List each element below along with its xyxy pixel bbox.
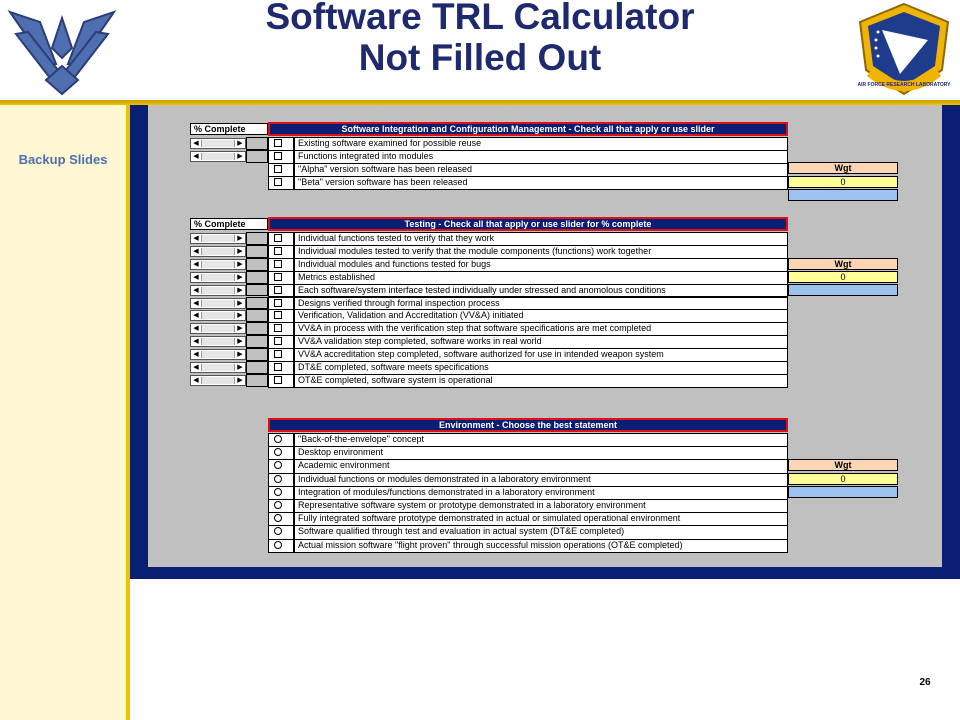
section2-row-label: Individual modules tested to verify that the module components (functions) work together [294, 245, 788, 259]
s2-wgt-total [788, 284, 898, 296]
slider-left-arrow-icon[interactable]: ◀ [193, 235, 199, 242]
slider-right-arrow-icon[interactable]: ▶ [237, 338, 243, 346]
checkbox[interactable] [274, 152, 282, 160]
section2-slider[interactable] [190, 246, 246, 257]
section2-row-label: VV&A validation step completed, software works in real world [294, 335, 788, 349]
section1-row-label: "Beta" version software has been released [294, 176, 788, 190]
slider-right-arrow-icon[interactable]: ▶ [237, 235, 243, 242]
slider-track[interactable] [201, 153, 235, 160]
s1-wgt-total [788, 189, 898, 201]
slider-left-arrow-icon[interactable]: ◀ [193, 338, 199, 346]
checkbox[interactable] [274, 324, 282, 332]
checkbox[interactable] [274, 299, 282, 307]
s3-wgt-label: Wgt [788, 459, 898, 471]
section1-check-cell [268, 163, 294, 177]
section2-slider[interactable] [190, 272, 246, 283]
section2-pct-cell [246, 284, 268, 297]
section3-check-cell [268, 459, 294, 473]
section3-row-label: Actual mission software "flight proven" through successful mission operations (OT&E completed) [294, 539, 788, 553]
slider-left-arrow-icon[interactable]: ◀ [193, 140, 199, 147]
section2-slider[interactable] [190, 362, 246, 373]
radio-button[interactable] [274, 435, 282, 443]
section2-row-label: Verification, Validation and Accreditation (VV&A) initiated [294, 309, 788, 323]
slider-right-arrow-icon[interactable]: ▶ [237, 299, 243, 307]
section2-check-cell [268, 322, 294, 336]
section1-slider[interactable] [190, 138, 246, 149]
section2-row-label: VV&A in process with the verification step that software specifications are met completed [294, 322, 788, 336]
section3-check-cell [268, 512, 294, 526]
s3-header: Environment - Choose the best statement [268, 418, 788, 432]
section2-pct-cell [246, 361, 268, 374]
usaf-wings-logo [6, 4, 118, 101]
section3-check-cell [268, 446, 294, 460]
section2-pct-cell [246, 258, 268, 271]
section2-pct-cell [246, 335, 268, 348]
slider-right-arrow-icon[interactable]: ▶ [237, 376, 243, 384]
section2-pct-cell [246, 374, 268, 387]
section3-row-label: Representative software system or prototype demonstrated in a laboratory environment [294, 499, 788, 513]
checkbox[interactable] [274, 363, 282, 371]
radio-button[interactable] [274, 514, 282, 522]
section3-check-cell [268, 525, 294, 539]
section2-check-cell [268, 284, 294, 298]
section3-check-cell [268, 539, 294, 553]
section2-check-cell [268, 258, 294, 272]
section3-row-label: Fully integrated software prototype demonstrated in actual or simulated operational environment [294, 512, 788, 526]
section2-pct-cell [246, 232, 268, 245]
section2-pct-cell [246, 309, 268, 322]
slider-right-arrow-icon[interactable]: ▶ [237, 312, 243, 320]
slider-left-arrow-icon[interactable]: ◀ [193, 325, 199, 333]
section3-row-label: Academic environment [294, 459, 788, 473]
section2-pct-cell [246, 322, 268, 335]
section1-pct-cell [246, 150, 268, 163]
section2-slider[interactable] [190, 310, 246, 321]
sidebar [0, 105, 126, 720]
slider-right-arrow-icon[interactable]: ▶ [237, 153, 243, 160]
section2-pct-cell [246, 245, 268, 258]
slider-track[interactable] [201, 364, 235, 371]
section2-check-cell [268, 271, 294, 285]
radio-button[interactable] [274, 475, 282, 483]
slider-left-arrow-icon[interactable]: ◀ [193, 260, 199, 268]
radio-button[interactable] [274, 448, 282, 456]
slider-left-arrow-icon[interactable]: ◀ [193, 299, 199, 307]
slider-left-arrow-icon[interactable]: ◀ [193, 273, 199, 281]
section1-check-cell [268, 176, 294, 190]
s1-pct-complete-header: % Complete [190, 123, 268, 135]
section2-check-cell [268, 232, 294, 246]
checkbox[interactable] [274, 273, 282, 281]
section2-row-label: OT&E completed, software system is operational [294, 374, 788, 388]
section2-pct-cell [246, 348, 268, 361]
slider-right-arrow-icon[interactable]: ▶ [237, 260, 243, 268]
slider-track[interactable] [201, 338, 235, 345]
section2-row-label: Metrics established [294, 271, 788, 285]
section2-pct-cell [246, 297, 268, 310]
section2-slider[interactable] [190, 375, 246, 386]
slider-right-arrow-icon[interactable]: ▶ [237, 247, 243, 255]
slider-track[interactable] [201, 235, 235, 242]
section1-row-label: Existing software examined for possible reuse [294, 137, 788, 151]
radio-button[interactable] [274, 461, 282, 469]
slider-left-arrow-icon[interactable]: ◀ [193, 351, 199, 359]
section1-pct-cell [246, 137, 268, 150]
section3-check-cell [268, 499, 294, 513]
radio-button[interactable] [274, 488, 282, 496]
section1-row-label: "Alpha" version software has been released [294, 163, 788, 177]
section2-pct-cell [246, 271, 268, 284]
checkbox[interactable] [274, 247, 282, 255]
section2-row-label: Individual modules and functions tested for bugs [294, 258, 788, 272]
title-line-1: Software TRL Calculator [265, 0, 695, 37]
section3-check-cell [268, 486, 294, 500]
section3-row-label: Integration of modules/functions demonstrated in a laboratory environment [294, 486, 788, 500]
section2-slider[interactable] [190, 259, 246, 270]
section3-row-label: Individual functions or modules demonstrated in a laboratory environment [294, 473, 788, 487]
title-line-2: Not Filled Out [358, 37, 602, 78]
section3-row-label: Desktop environment [294, 446, 788, 460]
section2-slider[interactable] [190, 323, 246, 334]
s1-header: Software Integration and Configuration Management - Check all that apply or use slider [268, 122, 788, 136]
slider-left-arrow-icon[interactable]: ◀ [193, 364, 199, 371]
section1-check-cell [268, 137, 294, 151]
afrl-logo-text: AIR FORCE RESEARCH LABORATORY [857, 82, 951, 88]
s2-header: Testing - Check all that apply or use slider for % complete [268, 217, 788, 231]
slider-track[interactable] [201, 325, 235, 332]
slider-left-arrow-icon[interactable]: ◀ [193, 247, 199, 255]
checkbox[interactable] [274, 178, 282, 186]
slider-left-arrow-icon[interactable]: ◀ [193, 153, 199, 160]
section3-check-cell [268, 473, 294, 487]
section2-check-cell [268, 361, 294, 375]
checkbox[interactable] [274, 260, 282, 268]
s2-pct-complete-header: % Complete [190, 218, 268, 230]
slider-track[interactable] [201, 248, 235, 255]
section2-check-cell [268, 374, 294, 388]
section2-check-cell [268, 245, 294, 259]
checkbox[interactable] [274, 165, 282, 173]
section3-row-label: "Back-of-the-envelope" concept [294, 433, 788, 447]
section2-row-label: VV&A accreditation step completed, software authorized for use in intended weapon system [294, 348, 788, 362]
checkbox[interactable] [274, 350, 282, 358]
slider-track[interactable] [201, 351, 235, 358]
section2-row-label: Individual functions tested to verify that they work [294, 232, 788, 246]
section2-row-label: DT&E completed, software meets specifications [294, 361, 788, 375]
slider-track[interactable] [201, 300, 235, 307]
section2-check-cell [268, 348, 294, 362]
s1-wgt-value: 0 [788, 176, 898, 188]
checkbox[interactable] [274, 286, 282, 294]
radio-button[interactable] [274, 541, 282, 549]
slider-left-arrow-icon[interactable]: ◀ [193, 312, 199, 320]
section2-check-cell [268, 297, 294, 311]
slider-track[interactable] [201, 287, 235, 294]
checkbox[interactable] [274, 234, 282, 242]
slider-right-arrow-icon[interactable]: ▶ [237, 325, 243, 333]
section2-row-label: Each software/system interface tested individually under stressed and anomolous conditions [294, 284, 788, 298]
radio-button[interactable] [274, 501, 282, 509]
section2-slider[interactable] [190, 336, 246, 347]
slider-track[interactable] [201, 274, 235, 281]
section2-slider[interactable] [190, 298, 246, 309]
slider-track[interactable] [201, 140, 235, 147]
checkbox[interactable] [274, 337, 282, 345]
s2-wgt-label: Wgt [788, 258, 898, 270]
section2-check-cell [268, 335, 294, 349]
section1-check-cell [268, 150, 294, 164]
page-number: 26 [919, 677, 931, 688]
section1-slider[interactable] [190, 151, 246, 162]
section2-check-cell [268, 309, 294, 323]
s3-wgt-value: 0 [788, 473, 898, 485]
checkbox[interactable] [274, 311, 282, 319]
slider-left-arrow-icon[interactable]: ◀ [193, 286, 199, 294]
s2-wgt-value: 0 [788, 271, 898, 283]
radio-button[interactable] [274, 527, 282, 535]
slider-right-arrow-icon[interactable]: ▶ [237, 364, 243, 371]
section2-slider[interactable] [190, 233, 246, 244]
slider-left-arrow-icon[interactable]: ◀ [193, 376, 199, 384]
slider-right-arrow-icon[interactable]: ▶ [237, 140, 243, 147]
checkbox[interactable] [274, 376, 282, 384]
slider-right-arrow-icon[interactable]: ▶ [237, 273, 243, 281]
afrl-shield-logo [852, 0, 956, 103]
slider-track[interactable] [201, 377, 235, 384]
page-title [160, 0, 800, 78]
checkbox[interactable] [274, 139, 282, 147]
s3-wgt-total [788, 486, 898, 498]
section1-row-label: Functions integrated into modules [294, 150, 788, 164]
section2-row-label: Designs verified through formal inspection process [294, 297, 788, 311]
slider-right-arrow-icon[interactable]: ▶ [237, 286, 243, 294]
s1-wgt-label: Wgt [788, 162, 898, 174]
section2-slider[interactable] [190, 349, 246, 360]
section3-row-label: Software qualified through test and evaluation in actual system (DT&E completed) [294, 525, 788, 539]
sidebar-label: Backup Slides [18, 152, 108, 167]
section2-slider[interactable] [190, 285, 246, 296]
slider-right-arrow-icon[interactable]: ▶ [237, 351, 243, 359]
slider-track[interactable] [201, 261, 235, 268]
slider-track[interactable] [201, 312, 235, 319]
section3-check-cell [268, 433, 294, 447]
